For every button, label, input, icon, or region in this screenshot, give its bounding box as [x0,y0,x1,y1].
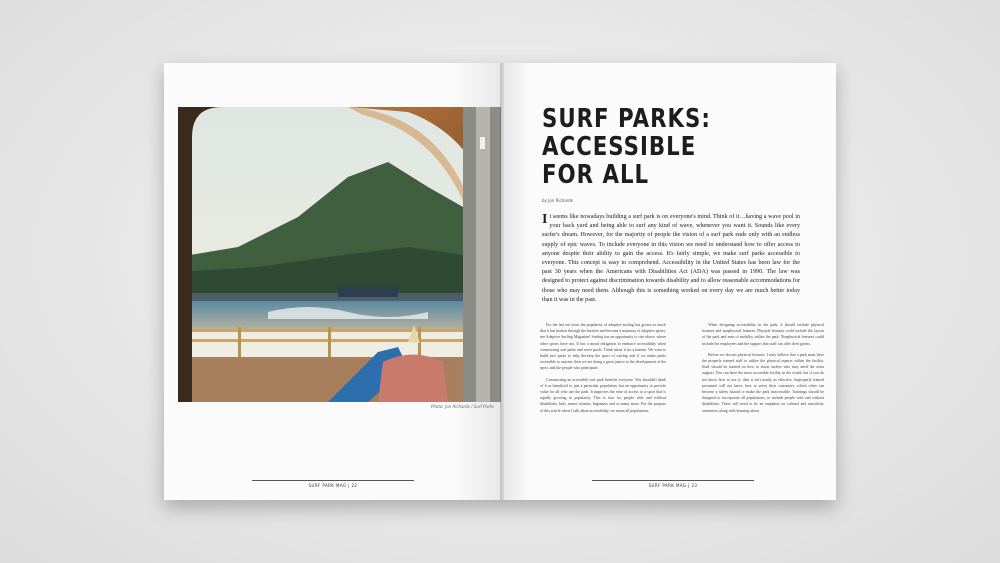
left-page [164,63,502,500]
body-paragraph: Constructing an accessible surf park benefits everyone. You shouldn't think of it as beneficial to just a particular population, but an opportunity to provide value for all who use the park. It improves the ease of access to a sport that is rapidly growing in popularity. This is true for people with and without disabilities, kids, senior citizens, beginners and so many more. For the purpose of this article when I talk about accessibility, we mean all populations. [540,377,666,413]
intro-text: t seems like nowadays building a surf park is on everyone's mind. Think of it…having a wave pool in your back yard and being able to surf any kind of wave, whenever you want it. Sounds like every surfer's dream. However, for the majority of people the vision of a surf park ends only with an endless supply of epic waves. To include everyone in this vision we need to understand how to offer access to anyone despite their ability to gain the access. It's fairly simple, we make surf parks accessible to everyone. This concept is easy to comprehend. Accessibility in the United States has been law for the past 30 years when the Americans with Disabilities Act (ADA) was passed in 1990. The law was designed to protect against discrimination towards disability and to allow reasonable accommodations for those who may need them. Although this is something worked on every day we are much better today than it was in the past. [542,214,800,303]
headline-line-3: FOR ALL [542,160,650,190]
headline-line-2: ACCESSIBLE [542,132,697,162]
intro-paragraph [542,213,800,305]
right-page-footer: SURF PARK MAG | 23 [592,480,754,488]
byline: by Jon Richards [542,198,573,203]
body-column-right [702,322,824,419]
drop-cap: I [542,212,548,227]
headline-line-1: SURF PARKS: [542,104,711,134]
left-page-footer: SURF PARK MAG | 22 [252,480,414,488]
body-paragraph: For the last ten years the popularity of adaptive surfing has grown so much that it has broken through the barriers and become a mainstay of adaptive sports, see Adaptive Surfing Magazine! Surfing has an opportunity to rise above, where other sports have not. It has a moral obligation to embrace accessibility when constructing surf parks and wave pools. Think about it for a minute. We want to build surf parks to help develop the sport of surfing and if we make parks accessible to anyone, then we are doing a great justice to the development of the sport, and the people who participate. [540,323,666,371]
right-page [502,63,836,500]
surf-park-photo [178,107,501,402]
body-paragraph: When designing accessibility in the park, it should include physical features and nonphysical features. Physical features could include the layout of the park and ease of mobility within the park. Nonphysical features could include the employees and the support that staff can offer their guests. [702,323,824,346]
article-headline [542,105,711,189]
body-paragraph: Before we discuss physical features, I truly believe that a park must have the properly trained staff to utilize the physical aspects within the facility. Staff should be trained on how to assist surfers who may need the extra support. You can have the most accessible facility in the world, but if you do not know how to use it, then it isn't nearly as effective. Improperly trained personnel will not know how to serve their customers, which often can become a safety hazard or make the park inaccessible. Trainings should be designed to incorporate all populations, to include people with and without disabilities. There will need to be an emphasis on cultural and sensitivity awareness along with learning about [702,352,824,413]
spine-shadow [500,63,504,500]
body-column-left [540,322,666,419]
magazine-spread [164,63,836,500]
photo-credit: Photo: Jon Richards / Surf Parks [430,404,494,409]
